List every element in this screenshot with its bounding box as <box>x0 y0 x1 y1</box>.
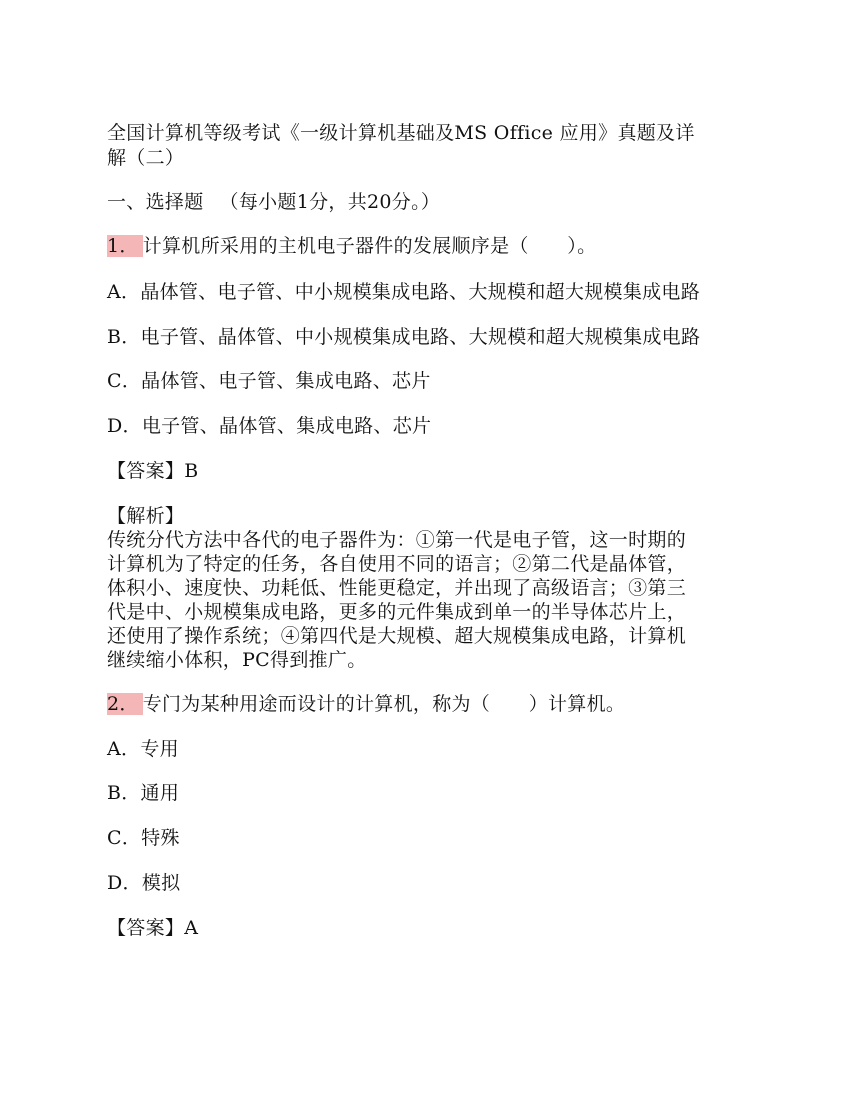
section-note: （每小题1分，共20分。） <box>219 191 441 213</box>
doc-title-line-2: 解（二） <box>107 147 185 169</box>
doc-title-line-1: 全国计算机等级考试《一级计算机基础及MS Office 应用》真题及详 <box>107 122 695 144</box>
question-number: 1． <box>107 235 143 257</box>
answer-line: 【答案】B <box>107 460 199 482</box>
option-c: C．晶体管、电子管、集成电路、芯片 <box>107 370 431 392</box>
analysis-line-1: 传统分代方法中各代的电子器件为：①第一代是电子管，这一时期的 <box>107 529 687 551</box>
answer-line: 【答案】A <box>107 917 199 939</box>
question-text: 计算机所采用的主机电子器件的发展顺序是（ ）。 <box>142 235 597 257</box>
question-number: 2． <box>107 693 143 715</box>
option-c: C．特殊 <box>107 827 180 849</box>
analysis-line-2: 计算机为了特定的任务，各自使用不同的语言；②第二代是晶体管， <box>107 553 687 575</box>
analysis-line-3: 体积小、速度快、功耗低、性能更稳定，并出现了高级语言；③第三 <box>107 577 687 599</box>
option-a: A．晶体管、电子管、中小规模集成电路、大规模和超大规模集成电路 <box>107 281 701 303</box>
option-b: B．电子管、晶体管、中小规模集成电路、大规模和超大规模集成电路 <box>107 326 701 348</box>
option-d: D．模拟 <box>107 872 181 894</box>
question-text: 专门为某种用途而设计的计算机，称为（ ）计算机。 <box>142 693 626 715</box>
analysis-label: 【解析】 <box>107 505 185 527</box>
option-a: A．专用 <box>107 738 179 760</box>
question-2-stem <box>107 692 625 716</box>
option-b: B．通用 <box>107 782 180 804</box>
analysis-line-5: 还使用了操作系统；④第四代是大规模、超大规模集成电路，计算机 <box>107 625 687 647</box>
section-heading <box>107 190 440 214</box>
question-1-stem <box>107 234 596 258</box>
section-title: 一、选择题 <box>107 191 204 213</box>
option-d: D．电子管、晶体管、集成电路、芯片 <box>107 415 432 437</box>
analysis-line-6: 继续缩小体积，PC得到推广。 <box>107 649 367 671</box>
analysis-line-4: 代是中、小规模集成电路，更多的元件集成到单一的半导体芯片上， <box>107 601 687 623</box>
